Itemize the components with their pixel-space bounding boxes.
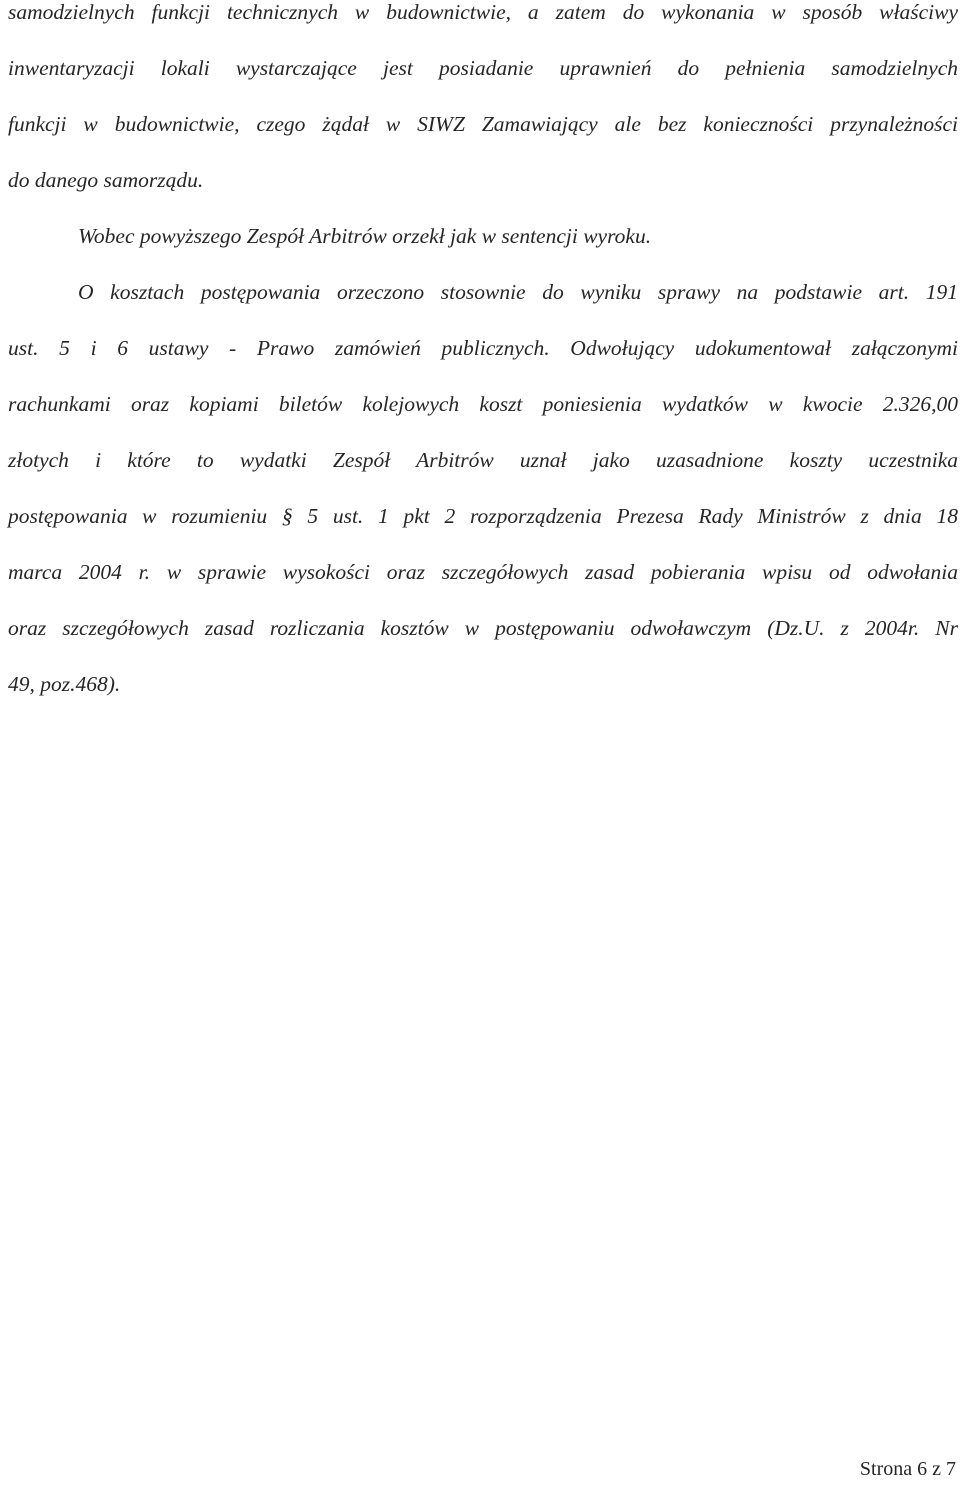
paragraph-line: postępowania w rozumieniu § 5 ust. 1 pkt 2 rozporządzenia Prezesa Rady Ministrów z dnia 18 xyxy=(8,504,958,528)
document-page xyxy=(8,0,958,1487)
paragraph-line: ust. 5 i 6 ustawy - Prawo zamówień publicznych. Odwołujący udokumentował załączonymi xyxy=(8,336,958,360)
paragraph-line: do danego samorządu. xyxy=(8,168,204,192)
paragraph-line: oraz szczegółowych zasad rozliczania kosztów w postępowaniu odwoławczym (Dz.U. z 2004r. Nr xyxy=(8,616,958,640)
paragraph-line: marca 2004 r. w sprawie wysokości oraz szczegółowych zasad pobierania wpisu od odwołania xyxy=(8,560,958,584)
paragraph-line: Wobec powyższego Zespół Arbitrów orzekł jak w sentencji wyroku. xyxy=(78,224,652,248)
paragraph-line: samodzielnych funkcji technicznych w budownictwie, a zatem do wykonania w sposób właściwy xyxy=(8,0,958,24)
paragraph-line: 49, poz.468). xyxy=(8,672,121,696)
paragraph-line: funkcji w budownictwie, czego żądał w SIWZ Zamawiający ale bez konieczności przynależności xyxy=(8,112,958,136)
paragraph-line: O kosztach postępowania orzeczono stosownie do wyniku sprawy na podstawie art. 191 xyxy=(78,280,958,304)
paragraph-line: rachunkami oraz kopiami biletów kolejowych koszt poniesienia wydatków w kwocie 2.326,00 xyxy=(8,392,958,416)
page-number: Strona 6 z 7 xyxy=(859,1458,956,1480)
paragraph-line: złotych i które to wydatki Zespół Arbitrów uznał jako uzasadnione koszty uczestnika xyxy=(8,448,958,472)
paragraph-line: inwentaryzacji lokali wystarczające jest posiadanie uprawnień do pełnienia samodzielnych xyxy=(8,56,958,80)
